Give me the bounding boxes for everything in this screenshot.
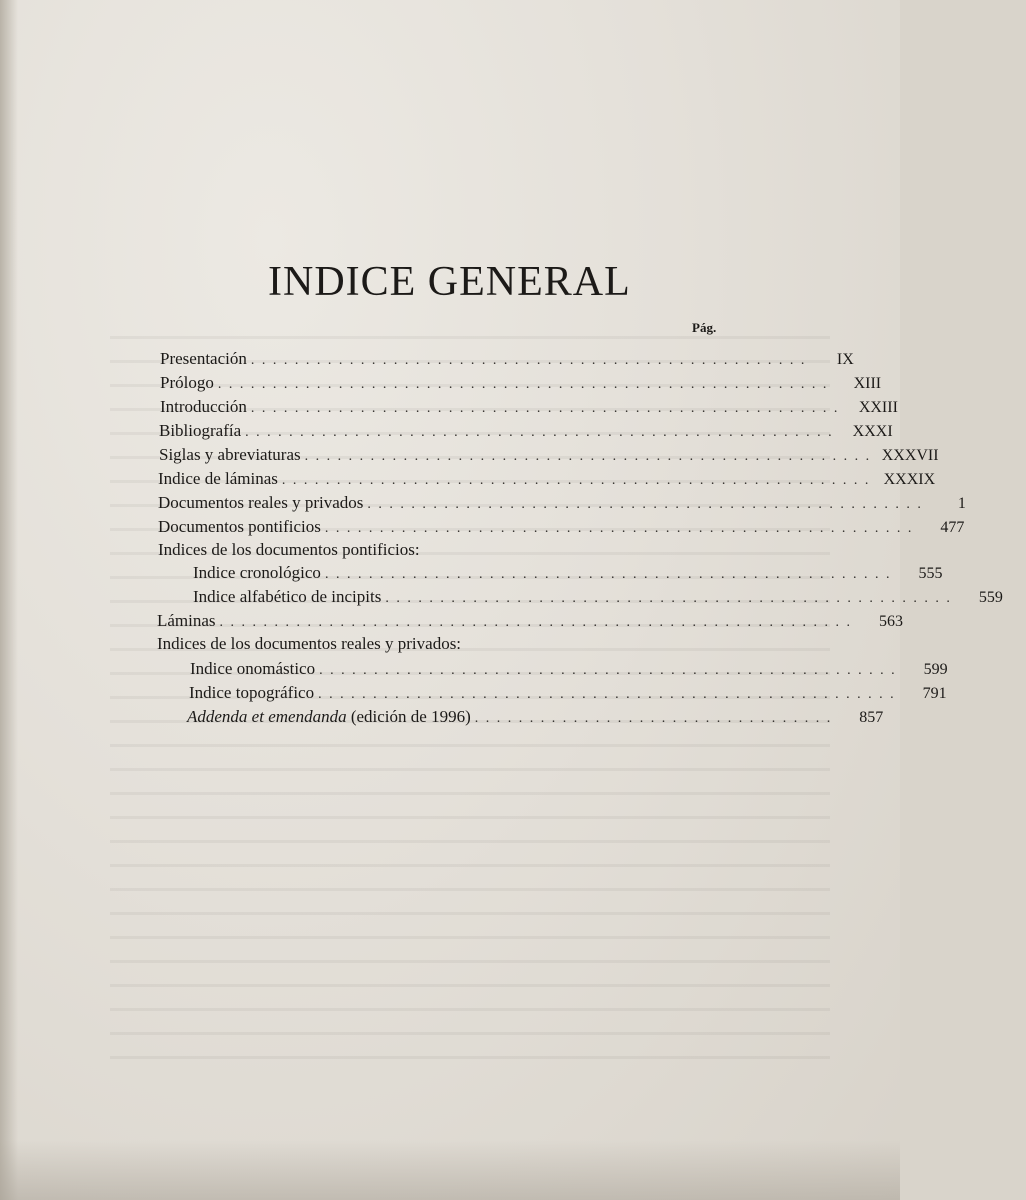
leader-dots: . . . . . . . . . . . . . . . . . . . . . . . . . . . . . . . . . . . . . . . . . . . . . . . . . . . <box>250 353 807 368</box>
toc-entry <box>159 421 893 443</box>
toc-entry <box>189 683 947 705</box>
toc-entry-label: Indice onomástico <box>190 659 316 678</box>
toc-entry-page: 559 <box>978 589 1003 606</box>
toc-entry <box>159 445 939 467</box>
toc-entry-label: Siglas y abreviaturas <box>159 445 301 464</box>
toc-entry <box>160 349 854 371</box>
toc-entry-page: 599 <box>923 661 948 678</box>
toc-entry <box>160 397 898 419</box>
toc-section-heading: Indices de los documentos pontificios: <box>158 540 420 559</box>
toc-entry <box>187 707 884 729</box>
toc-entry-page: XXXVII <box>881 447 939 464</box>
toc-entry-label: Prólogo <box>160 373 214 392</box>
toc-entry-page: IX <box>836 351 854 368</box>
toc-entry <box>158 469 936 491</box>
page-bottom-shadow <box>0 1140 900 1200</box>
toc-entry-page: 857 <box>859 709 884 726</box>
toc-entry <box>158 517 965 539</box>
toc-entry-page: 555 <box>918 565 943 582</box>
toc-entry-label: Indice de láminas <box>158 469 278 488</box>
toc-entry-page: XXXI <box>852 423 893 440</box>
toc-entry <box>157 611 904 633</box>
toc-entry-label: Presentación <box>160 349 247 368</box>
toc-entry-label: Introducción <box>160 397 247 416</box>
toc-entry-page: 791 <box>922 685 947 702</box>
toc-entry-label: Documentos pontificios <box>158 517 321 536</box>
page-title: INDICE GENERAL <box>268 259 631 305</box>
leader-dots: . . . . . . . . . . . . . . . . . . . . . . . . . . . . . . . . . . . . . . . . . . . . . . . . . . . . . . <box>245 425 834 440</box>
toc-entry-label: Documentos reales y privados <box>158 493 364 512</box>
toc-entry <box>193 563 943 585</box>
toc-entry <box>160 373 882 395</box>
toc-entry-label-rest: (edición de 1996) <box>350 707 471 726</box>
toc-entry <box>193 587 1003 609</box>
toc-entry-page: XXIII <box>858 399 898 416</box>
toc-entry-page: 477 <box>940 519 965 536</box>
leader-dots: . . . . . . . . . . . . . . . . . . . . . . . . . . . . . . . . . . . . . . . . . . . . . . . . . . . . <box>385 591 952 606</box>
toc-entry-page: XIII <box>853 375 882 392</box>
toc-entry-label-italic: Addenda et emendanda <box>187 707 347 726</box>
leader-dots: . . . . . . . . . . . . . . . . . . . . . . . . . . . . . . . . . <box>474 711 833 726</box>
leader-dots: . . . . . . . . . . . . . . . . . . . . . . . . . . . . . . . . . . . . . . . . . . . . . . . . . . . . . . . . <box>217 377 829 392</box>
toc-section-heading: Indices de los documentos reales y privados: <box>157 634 462 653</box>
toc-entry-label <box>187 707 471 727</box>
leader-dots: . . . . . . . . . . . . . . . . . . . . . . . . . . . . . . . . . . . . . . . . . . . . . . . . . . . . . <box>318 687 896 702</box>
leader-dots: . . . . . . . . . . . . . . . . . . . . . . . . . . . . . . . . . . . . . . . . . . . . . . . . . . . . <box>324 567 892 582</box>
leader-dots: . . . . . . . . . . . . . . . . . . . . . . . . . . . . . . . . . . . . . . . . . . . . . . . . . . . . . . <box>281 473 871 488</box>
toc-entry-label: Indice topográfico <box>189 683 315 702</box>
toc-entry-label: Indice cronológico <box>193 563 321 582</box>
toc-entry-page: 1 <box>957 495 966 512</box>
leader-dots: . . . . . . . . . . . . . . . . . . . . . . . . . . . . . . . . . . . . . . . . . . . . . . . . . . . . . . <box>324 521 914 536</box>
leader-dots: . . . . . . . . . . . . . . . . . . . . . . . . . . . . . . . . . . . . . . . . . . . . . . . . . . . . . . <box>250 401 840 416</box>
leader-dots: . . . . . . . . . . . . . . . . . . . . . . . . . . . . . . . . . . . . . . . . . . . . . . . . . . . <box>367 497 923 512</box>
toc-entry-label: Indice alfabético de incipits <box>193 587 382 606</box>
toc-entry-page: 563 <box>879 613 904 630</box>
leader-dots: . . . . . . . . . . . . . . . . . . . . . . . . . . . . . . . . . . . . . . . . . . . . . . . . . . . . . . . . . . <box>219 615 853 630</box>
toc-entry-label: Bibliografía <box>159 421 242 440</box>
toc-entry-page: XXXIX <box>883 471 936 488</box>
toc-entry <box>190 659 948 681</box>
page-column-header: Pág. <box>692 320 717 335</box>
leader-dots: . . . . . . . . . . . . . . . . . . . . . . . . . . . . . . . . . . . . . . . . . . . . . . . . . . . . . <box>319 663 897 678</box>
toc-entry <box>158 493 966 515</box>
leader-dots: . . . . . . . . . . . . . . . . . . . . . . . . . . . . . . . . . . . . . . . . . . . . . . . . . . . . <box>304 449 872 464</box>
toc-entry-label: Láminas <box>157 611 216 630</box>
